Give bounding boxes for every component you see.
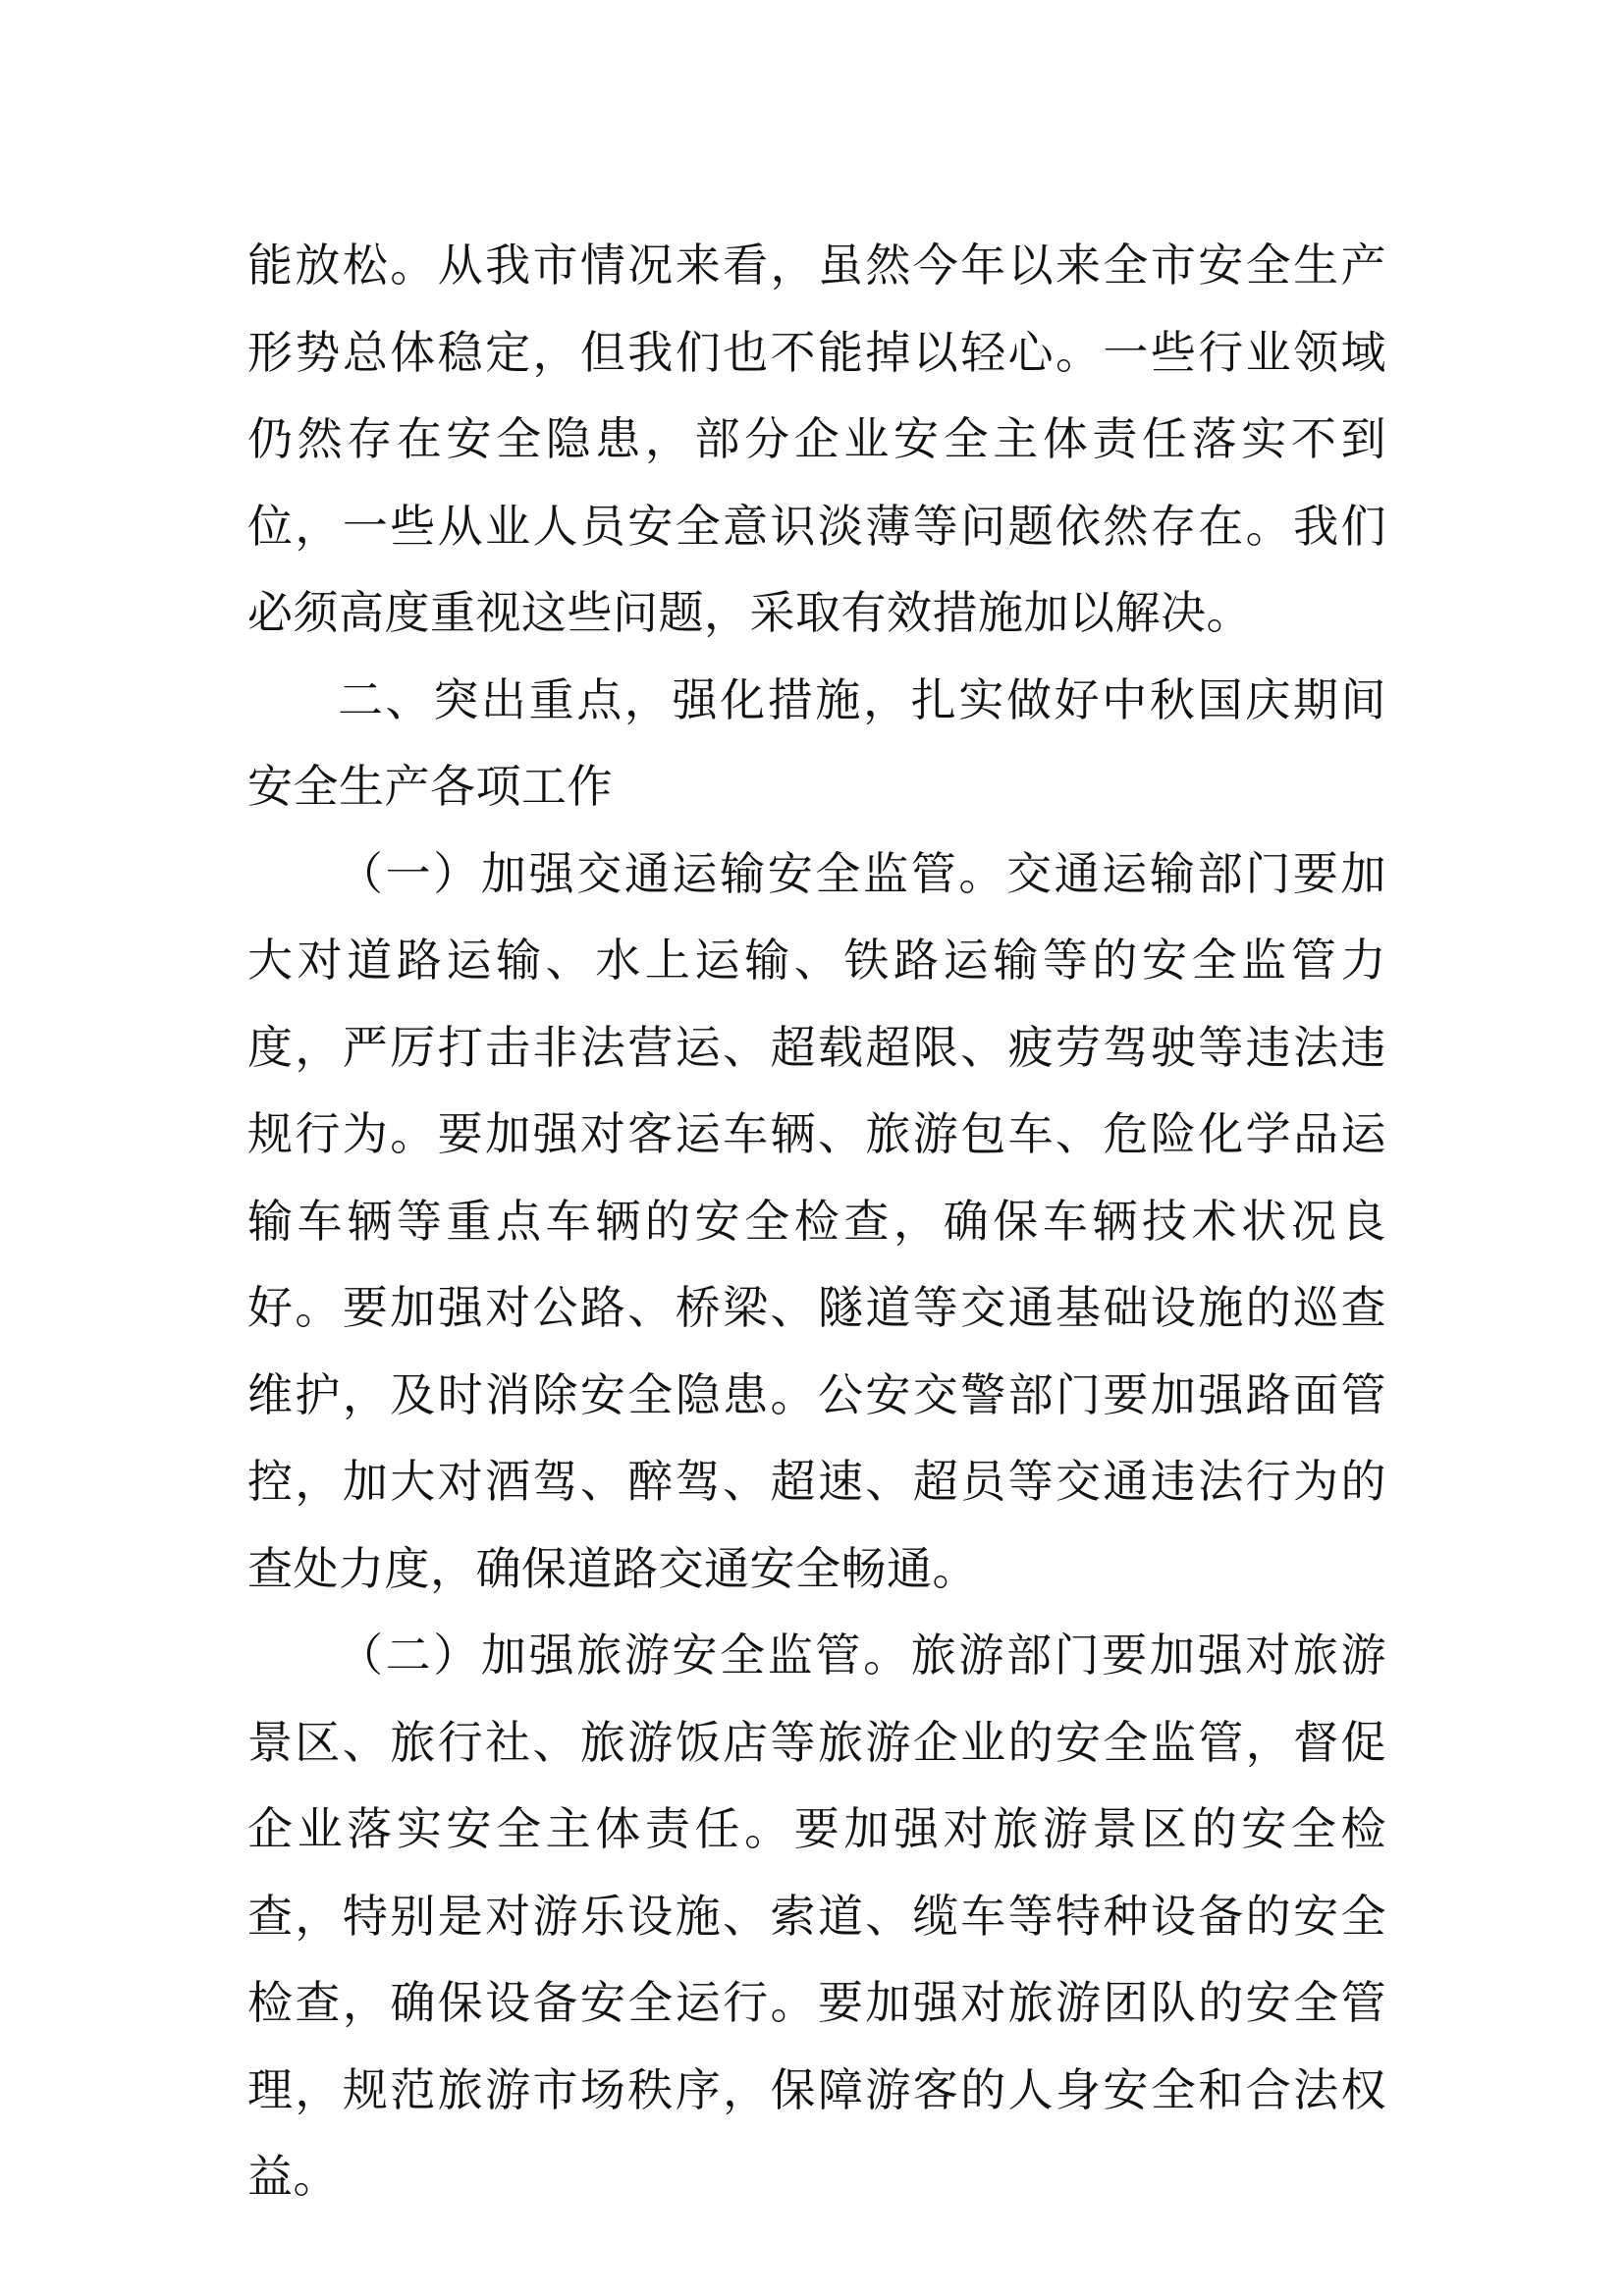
paragraph-tourism-safety: （二）加强旅游安全监管。旅游部门要加强对旅游景区、旅行社、旅游饭店等旅游企业的安全监管，督促企业落实安全主体责任。要加强对旅游景区的安全检查，特别是对游乐设施、索道、缆车等特种设备的安全检查，确保设备安全运行。要加强对旅游团队的安全管理，规范旅游市场秩序，保障游客的人身安全和合法权益。	[247, 1629, 1386, 2203]
section-heading-two: 二、突出重点，强化措施，扎实做好中秋国庆期间安全生产各项工作	[247, 672, 1386, 813]
paragraph-transport-safety: （一）加强交通运输安全监管。交通运输部门要加大对道路运输、水上运输、铁路运输等的安全监管力度，严厉打击非法营运、超载超限、疲劳驾驶等违法违规行为。要加强对客运车辆、旅游包车、危险化学品运输车辆等重点车辆的安全检查，确保车辆技术状况良好。要加强对公路、桥梁、隧道等交通基础设施的巡查维护，及时消除安全隐患。公安交警部门要加强路面管控，加大对酒驾、醉驾、超速、超员等交通违法行为的查处力度，确保道路交通安全畅通。	[247, 846, 1386, 1595]
document-body	[247, 222, 1386, 2220]
paragraph-continuation: 能放松。从我市情况来看，虽然今年以来全市安全生产形势总体稳定，但我们也不能掉以轻心。一些行业领域仍然存在安全隐患，部分企业安全主体责任落实不到位，一些从业人员安全意识淡薄等问题依然存在。我们必须高度重视这些问题，采取有效措施加以解决。	[247, 239, 1386, 639]
